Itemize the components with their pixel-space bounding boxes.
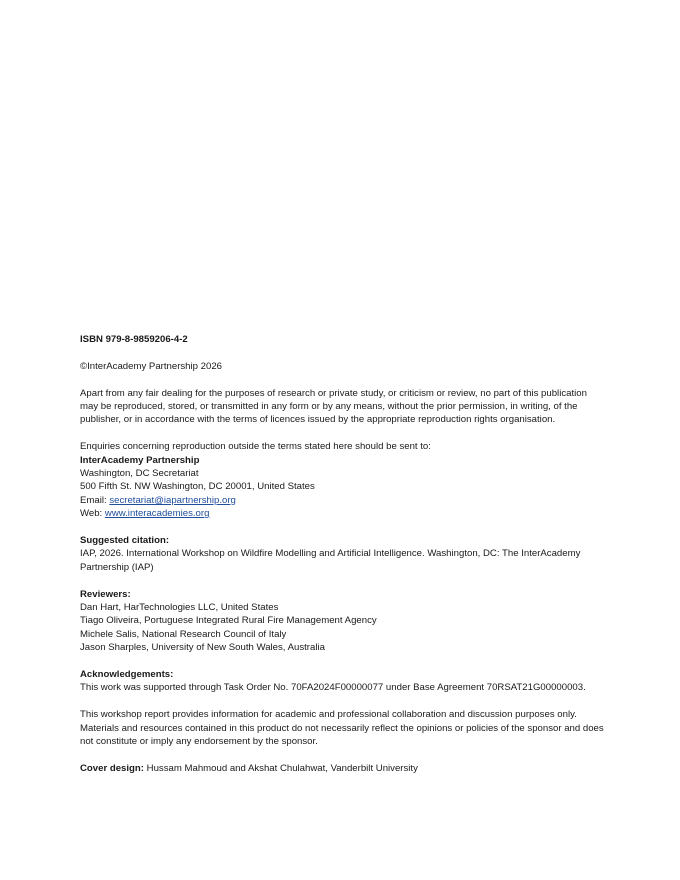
reviewers-heading: Reviewers: — [80, 588, 131, 600]
acknowledgements-section — [80, 668, 605, 695]
reviewer-item: Michele Salis, National Research Council of Italy — [80, 628, 287, 640]
enquiries-office: Washington, DC Secretariat — [80, 468, 199, 480]
enquiries-email-line — [80, 494, 605, 507]
enquiries-org: InterAcademy Partnership — [80, 454, 200, 466]
citation-text: IAP, 2026. International Workshop on Wildfire Modelling and Artificial Intelligence. Washington, DC: The InterAcademy Partnership (IAP) — [80, 548, 581, 573]
enquiries-web-line — [80, 507, 605, 520]
cover-design-line — [80, 762, 605, 775]
email-link[interactable]: secretariat@iapartnership.org — [109, 494, 236, 506]
citation-heading: Suggested citation: — [80, 535, 170, 547]
cover-design-label: Cover design: — [80, 762, 147, 774]
isbn: ISBN 979-8-9859206-4-2 — [80, 334, 188, 345]
web-link[interactable]: www.interacademies.org — [104, 508, 210, 520]
enquiries-section — [80, 440, 605, 520]
reviewer-item: Dan Hart, HarTechnologies LLC, United States — [80, 602, 279, 614]
reviewer-item: Jason Sharples, University of New South Wales, Australia — [80, 642, 325, 654]
copyright-line: ©InterAcademy Partnership 2026 — [80, 360, 222, 372]
rights-statement: Apart from any fair dealing for the purposes of research or private study, or criticism or review, no part of this publication may be reproduced, stored, or transmitted in any form or by any means, without the prior permission, in writing, of the publisher, or in accordance with the terms of licences issued by the appropriate reproduction rights organisation. — [80, 387, 587, 426]
reviewer-item: Tiago Oliveira, Portuguese Integrated Rural Fire Management Agency — [80, 615, 377, 627]
disclaimer: This workshop report provides information for academic and professional collaboration and discussion purposes only. Materials and resources contained in this product do not necessarily reflect the opinions or policies of the sponsor and does not constitute or imply any endorsement by the sponsor. — [80, 709, 604, 748]
email-label: Email: — [80, 494, 110, 506]
acknowledgements-text: This work was supported through Task Order No. 70FA2024F00000077 under Base Agreement 70RSAT21G00000003. — [80, 682, 586, 694]
cover-design-text: Hussam Mahmoud and Akshat Chulahwat, Vanderbilt University — [146, 762, 418, 774]
enquiries-intro: Enquiries concerning reproduction outside the terms stated here should be sent to: — [80, 441, 431, 453]
enquiries-address: 500 Fifth St. NW Washington, DC 20001, United States — [80, 481, 315, 493]
reviewers-section — [80, 588, 605, 655]
acknowledgements-heading: Acknowledgements: — [80, 669, 174, 681]
web-label: Web: — [80, 508, 105, 520]
citation-section — [80, 534, 605, 574]
copyright-page-content — [80, 333, 605, 775]
